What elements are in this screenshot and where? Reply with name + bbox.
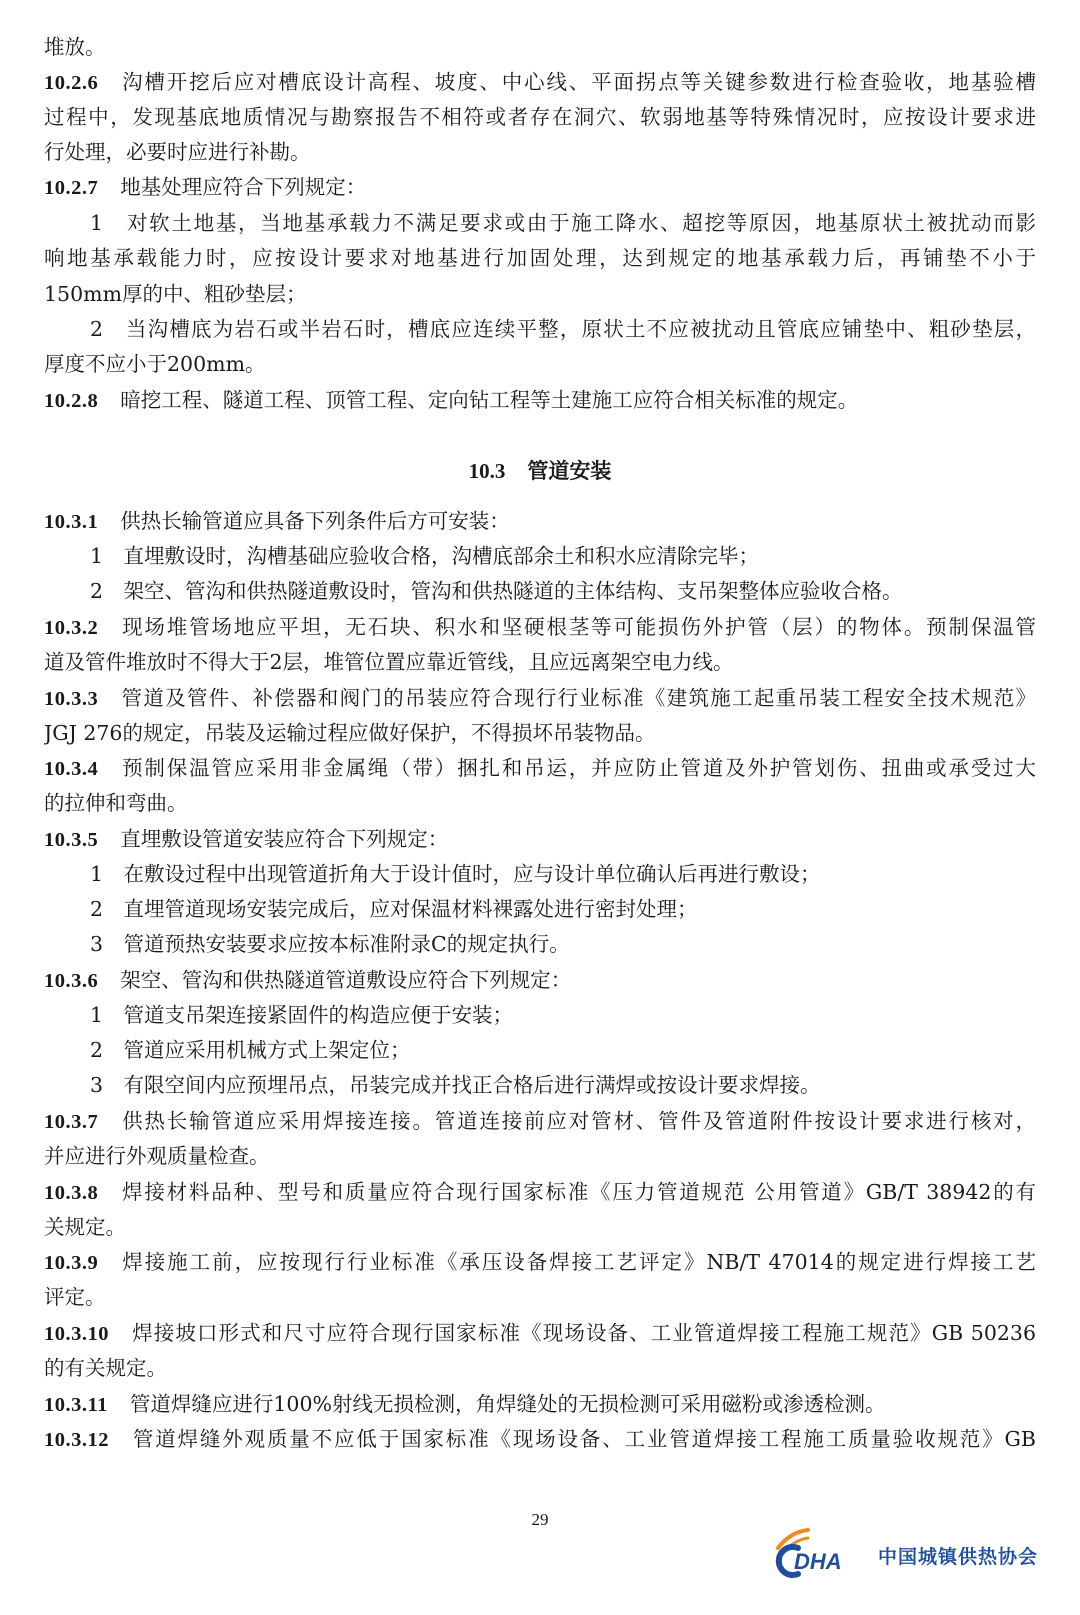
clause-number: 10.3.9 [44, 1252, 99, 1274]
list-item: 2 管道应采用机械方式上架定位； [90, 1038, 411, 1062]
list-item: 1 管道支吊架连接紧固件的构造应便于安装； [90, 1003, 514, 1027]
list-item: 1 对软土地基，当地基承载力不满足要求或由于施工降水、超挖等原因，地基原状土被扰动而影 [90, 211, 1036, 235]
text-line: 的有关规定。 [44, 1356, 167, 1380]
clause-10-3-7: 10.3.7 供热长输管道应采用焊接连接。管道连接前应对管材、管件及管道附件按设计要求进行核对， [44, 1109, 1036, 1133]
clause-10-2-7: 10.2.7 地基处理应符合下列规定： [44, 175, 367, 199]
clause-number: 10.3.4 [44, 758, 99, 780]
clause-number: 10.3.3 [44, 688, 99, 710]
clause-10-3-3: 10.3.3 管道及管件、补偿器和阀门的吊装应符合现行行业标准《建筑施工起重吊装工程安全技术规范》 [44, 686, 1036, 710]
clause-10-3-6: 10.3.6 架空、管沟和供热隧道管道敷设应符合下列规定： [44, 968, 572, 992]
section-heading [0, 456, 1080, 486]
clause-10-3-2: 10.3.2 现场堆管场地应平坦，无石块、积水和坚硬根茎等可能损伤外护管（层）的物体。预制保温管 [44, 615, 1036, 639]
text-line: 的拉伸和弯曲。 [44, 791, 188, 815]
clause-number: 10.3.8 [44, 1182, 99, 1204]
clause-number: 10.3.6 [44, 970, 99, 992]
text-line: 评定。 [44, 1285, 106, 1309]
list-item: 2 直埋管道现场安装完成后，应对保温材料裸露处进行密封处理； [90, 897, 698, 921]
clause-10-2-6: 10.2.6 沟槽开挖后应对槽底设计高程、坡度、中心线、平面拐点等关键参数进行检查验收，地基验槽 [44, 70, 1036, 94]
clause-number: 10.3.7 [44, 1111, 99, 1133]
list-item: 2 当沟槽底为岩石或半岩石时，槽底应连续平整，原状土不应被扰动且管底应铺垫中、粗砂垫层， [90, 317, 1036, 341]
text-line: 堆放。 [44, 35, 106, 59]
clause-10-3-9: 10.3.9 焊接施工前，应按现行行业标准《承压设备焊接工艺评定》NB/T 47014的规定进行焊接工艺 [44, 1250, 1036, 1274]
dha-logo [768, 1518, 1038, 1588]
clause-10-3-5: 10.3.5 直埋敷设管道安装应符合下列规定： [44, 827, 449, 851]
text-line: 响地基承载能力时，应按设计要求对地基进行加固处理，达到规定的地基承载力后，再铺垫不小于 [44, 246, 1036, 270]
clause-number: 10.3.11 [44, 1394, 108, 1416]
clause-number: 10.2.8 [44, 390, 99, 412]
clause-10-3-12: 10.3.12 管道焊缝外观质量不应低于国家标准《现场设备、工业管道焊接工程施工质量验收规范》GB [44, 1427, 1036, 1451]
list-item: 3 有限空间内应预埋吊点，吊装完成并找正合格后进行满焊或按设计要求焊接。 [90, 1073, 821, 1097]
section-title: 管道安装 [527, 458, 612, 483]
list-item: 3 管道预热安装要求应按本标准附录C的规定执行。 [90, 932, 570, 956]
list-item: 1 在敷设过程中出现管道折角大于设计值时，应与设计单位确认后再进行敷设； [90, 862, 821, 886]
clause-10-3-10: 10.3.10 焊接坡口形式和尺寸应符合现行国家标准《现场设备、工业管道焊接工程施工规范》GB 50236 [44, 1321, 1036, 1345]
logo-letters: DHA [794, 1549, 842, 1574]
page-number: 29 [531, 1510, 549, 1529]
clause-number: 10.2.6 [44, 72, 99, 94]
text-line: 道及管件堆放时不得大于2层，堆管位置应靠近管线，且应远离架空电力线。 [44, 650, 734, 674]
clause-number: 10.3.2 [44, 617, 99, 639]
clause-number: 10.3.1 [44, 511, 99, 533]
clause-number: 10.3.5 [44, 829, 99, 851]
text-line: 150mm厚的中、粗砂垫层； [44, 282, 307, 306]
text-line: 行处理，必要时应进行补勘。 [44, 140, 311, 164]
clause-10-3-1: 10.3.1 供热长输管道应具备下列条件后方可安装： [44, 509, 510, 533]
list-item: 2 架空、管沟和供热隧道敷设时，管沟和供热隧道的主体结构、支吊架整体应验收合格。 [90, 579, 903, 603]
section-number: 10.3 [468, 459, 506, 483]
clause-10-3-4: 10.3.4 预制保温管应采用非金属绳（带）捆扎和吊运，并应防止管道及外护管划伤、扭曲或承受过大 [44, 756, 1036, 780]
clause-number: 10.3.12 [44, 1429, 109, 1451]
clause-number: 10.2.7 [44, 177, 99, 199]
text-line: 过程中，发现基底地质情况与勘察报告不相符或者存在洞穴、软弱地基等特殊情况时，应按设计要求进 [44, 105, 1036, 129]
clause-10-3-8: 10.3.8 焊接材料品种、型号和质量应符合现行国家标准《压力管道规范 公用管道》GB/T 38942的有 [44, 1180, 1036, 1204]
list-item: 1 直埋敷设时，沟槽基础应验收合格，沟槽底部余土和积水应清除完毕； [90, 544, 760, 568]
clause-number: 10.3.10 [44, 1323, 109, 1345]
org-name: 中国城镇供热协会 [878, 1546, 1039, 1568]
clause-10-3-11: 10.3.11 管道焊缝应进行100%射线无损检测，角焊缝处的无损检测可采用磁粉或渗透检测。 [44, 1392, 886, 1416]
text-line: 关规定。 [44, 1215, 126, 1239]
text-line: 并应进行外观质量检查。 [44, 1144, 270, 1168]
dha-logo-icon [768, 1518, 878, 1588]
text-line: 厚度不应小于200mm。 [44, 352, 266, 376]
text-line: JGJ 276的规定，吊装及运输过程应做好保护，不得损坏吊装物品。 [44, 721, 656, 745]
clause-10-2-8: 10.2.8 暗挖工程、隧道工程、顶管工程、定向钻工程等土建施工应符合相关标准的规定。 [44, 388, 859, 412]
